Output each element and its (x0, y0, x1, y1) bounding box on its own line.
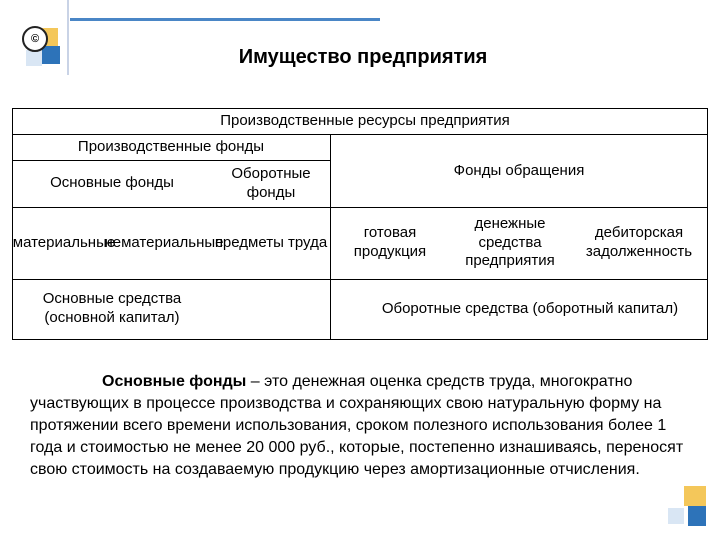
receivables-cell: дебиторская задолженность (585, 224, 693, 260)
definition-paragraph (30, 371, 690, 481)
production-funds-header: Производственные фонды (77, 137, 265, 155)
corner-blue-square (688, 506, 706, 526)
page-title: Имущество предприятия (238, 46, 488, 68)
production-resources-header: Производственные ресурсы предприятия (220, 111, 510, 129)
finished-products-cell: готовая продукция (353, 224, 427, 260)
definition-text: – это денежная оценка средств труда, многократно участвующих в процессе производства и сохраняющих свою натуральную форму на протяжении всего времени использования, сроком полезного использования более 1 года и стоимостью не менее 20 000 руб., которые, постепенно изнашиваясь, переносят свою стоимость на создаваемую продукцию через амортизационные отчисления. (30, 373, 684, 478)
fixed-funds-label: Основные фонды (50, 174, 174, 192)
material-assets-cell: материальные (12, 233, 116, 251)
header-accent-line (70, 18, 380, 21)
corner-decoration (664, 486, 708, 530)
corner-yellow-square (684, 486, 706, 506)
cash-assets-cell: денежные средства предприятия (465, 214, 555, 270)
objects-of-labor-cell: предметы труда (214, 233, 328, 251)
fixed-assets-cell: Основные средства (основной капитал) (42, 290, 182, 326)
current-assets-cell: Оборотные средства (оборотный капитал) (381, 299, 679, 317)
intangible-assets-cell: нематериальные (104, 233, 224, 251)
resources-table (12, 108, 708, 340)
circulation-funds-header: Фонды обращения (453, 162, 585, 179)
table-border-bottom (12, 339, 708, 340)
working-funds-label: Оборотные фонды (231, 164, 311, 201)
copyright-web-icon: © (22, 26, 48, 52)
definition-term: Основные фонды (102, 373, 247, 390)
corner-light-square (668, 508, 684, 524)
